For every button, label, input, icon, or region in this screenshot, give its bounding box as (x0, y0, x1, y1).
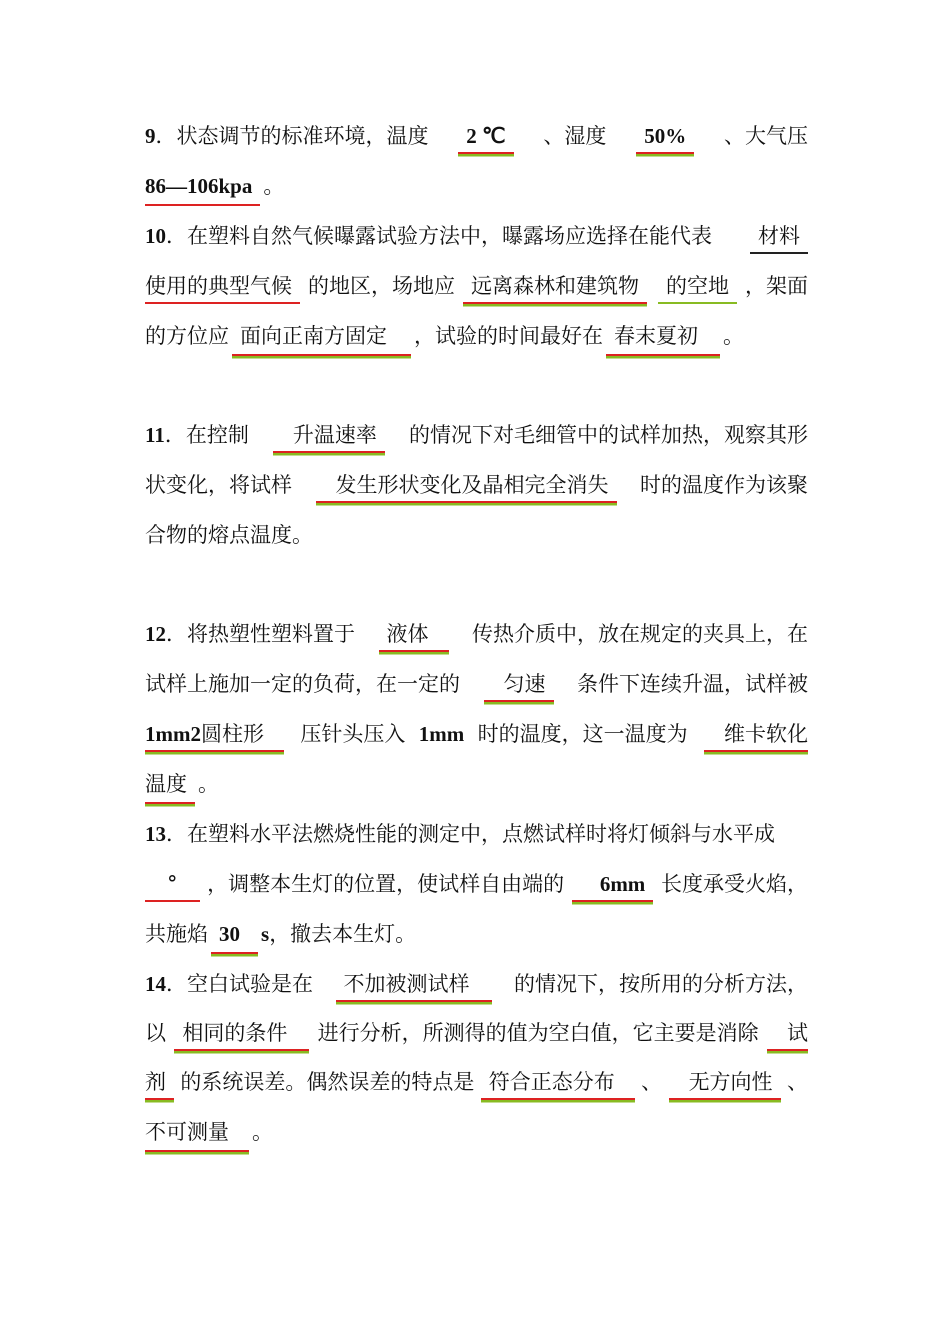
question-number: 9 (145, 124, 156, 148)
question-text: 合物的熔点温度。 (145, 523, 313, 547)
question-text: 进行分析，所测得的值为空白值，它主要是消除 (317, 1021, 759, 1045)
q11-line-3 (145, 517, 808, 553)
question-text: ．将热塑性塑料置于 (166, 622, 355, 646)
answer-blank: 温度 (145, 766, 195, 804)
answer-text: 圆柱形 (201, 722, 264, 746)
q10-line-2 (145, 268, 808, 304)
q10-line-3 (145, 318, 808, 354)
question-text: 长度承受火焰， (660, 872, 808, 896)
answer-blank: 50% (636, 118, 694, 154)
q13-line-2 (145, 866, 808, 902)
answer-blank: 液体 (379, 616, 449, 652)
question-text: 、大气压 (723, 124, 808, 148)
answer-blank: 远离森林和建筑物 (463, 268, 647, 304)
answer-blank: 无方向性 (669, 1064, 781, 1100)
question-number: 14 (145, 972, 166, 996)
q13-line-1 (145, 816, 808, 852)
answer-blank: 剂 (145, 1064, 174, 1100)
question-text: 的地区，场地应 (308, 274, 455, 298)
q11-line-2 (145, 467, 808, 503)
question-text: 共施焰 (145, 922, 208, 946)
punctuation: 、 (786, 1070, 808, 1094)
q14-line-2 (145, 1015, 808, 1051)
question-text: 的系统误差。偶然误差的特点是 (180, 1070, 475, 1094)
question-text: 1mm (418, 722, 465, 746)
answer-blank: 6mm (572, 866, 654, 902)
question-text: 传热介质中，放在规定的夹具上，在 (472, 622, 808, 646)
question-text: 时的温度，这一温度为 (477, 722, 688, 746)
question-text: ．状态调节的标准环境，温度 (155, 124, 429, 148)
question-text: 状变化，将试样 (145, 473, 292, 497)
answer-blank: ° (145, 866, 200, 902)
q14-line-1 (145, 966, 808, 1002)
question-text: ，调整本生灯的位置，使试样自由端的 (207, 872, 565, 896)
question-text: 时的温度作为该聚 (640, 473, 808, 497)
q14-line-4 (145, 1114, 808, 1150)
punctuation: 、 (641, 1070, 663, 1094)
question-number: 13 (145, 822, 166, 846)
question-text: 以 (145, 1021, 166, 1045)
answer-blank: 86—106kpa (145, 168, 260, 206)
question-text: ，撤去本生灯。 (269, 922, 417, 946)
q12-line-1 (145, 616, 808, 652)
q11-line-1 (145, 417, 808, 453)
punctuation: 。 (723, 324, 744, 348)
question-text: ，试验的时间最好在 (414, 324, 603, 348)
answer-blank: 不加被测试样 (336, 966, 492, 1002)
answer-blank: 30 (211, 916, 258, 954)
question-text: 条件下连续升温，试样被 (577, 672, 808, 696)
answer-blank: 的空地 (658, 268, 737, 304)
q9-line-2 (145, 168, 808, 204)
question-text: 的情况下，按所用的分析方法， (514, 972, 808, 996)
q12-line-3 (145, 716, 808, 752)
answer-bold: 1mm2 (145, 722, 201, 746)
answer-blank: 不可测量 (145, 1114, 249, 1152)
punctuation: 。 (198, 772, 219, 796)
q12-line-4 (145, 766, 808, 802)
question-text: 的方位应 (145, 324, 229, 348)
question-text: ．在塑料自然气候曝露试验方法中，曝露场应选择在能代表 (166, 224, 712, 248)
answer-blank: 试 (767, 1015, 808, 1051)
question-text: ．空白试验是在 (166, 972, 313, 996)
punctuation: 。 (263, 174, 285, 198)
question-text: ．在控制 (164, 423, 249, 447)
question-text: ，架面 (745, 274, 808, 298)
answer-blank: 春末夏初 (606, 318, 720, 356)
q12-line-2 (145, 666, 808, 702)
answer-blank: 2 ℃ (458, 118, 513, 154)
answer-blank: 发生形状变化及晶相完全消失 (316, 467, 617, 503)
question-number: 12 (145, 622, 166, 646)
question-text: 压针头压入 (300, 722, 406, 746)
q13-line-3 (145, 916, 808, 952)
question-text: s (261, 922, 270, 946)
answer-blank: 匀速 (484, 666, 554, 702)
answer-blank (145, 716, 284, 752)
answer-blank: 相同的条件 (174, 1015, 309, 1051)
punctuation: 。 (252, 1120, 273, 1144)
question-text: 、湿度 (543, 124, 607, 148)
answer-blank: 面向正南方固定 (232, 318, 411, 356)
question-text: ．在塑料水平法燃烧性能的测定中，点燃试样时将灯倾斜与水平成 (166, 822, 775, 846)
q14-line-3 (145, 1064, 808, 1100)
answer-blank: 使用的典型气候 (145, 268, 300, 304)
question-number: 10 (145, 224, 166, 248)
question-text: 试样上施加一定的负荷，在一定的 (145, 672, 460, 696)
q10-line-1 (145, 218, 808, 254)
question-number: 11 (145, 423, 165, 447)
answer-blank: 符合正态分布 (481, 1064, 635, 1100)
answer-blank: 维卡软化 (704, 716, 808, 752)
answer-blank: 升温速率 (273, 417, 385, 453)
answer-blank: 材料 (750, 218, 808, 254)
q9-line-1 (145, 118, 808, 154)
question-text: 的情况下对毛细管中的试样加热，观察其形 (409, 423, 808, 447)
